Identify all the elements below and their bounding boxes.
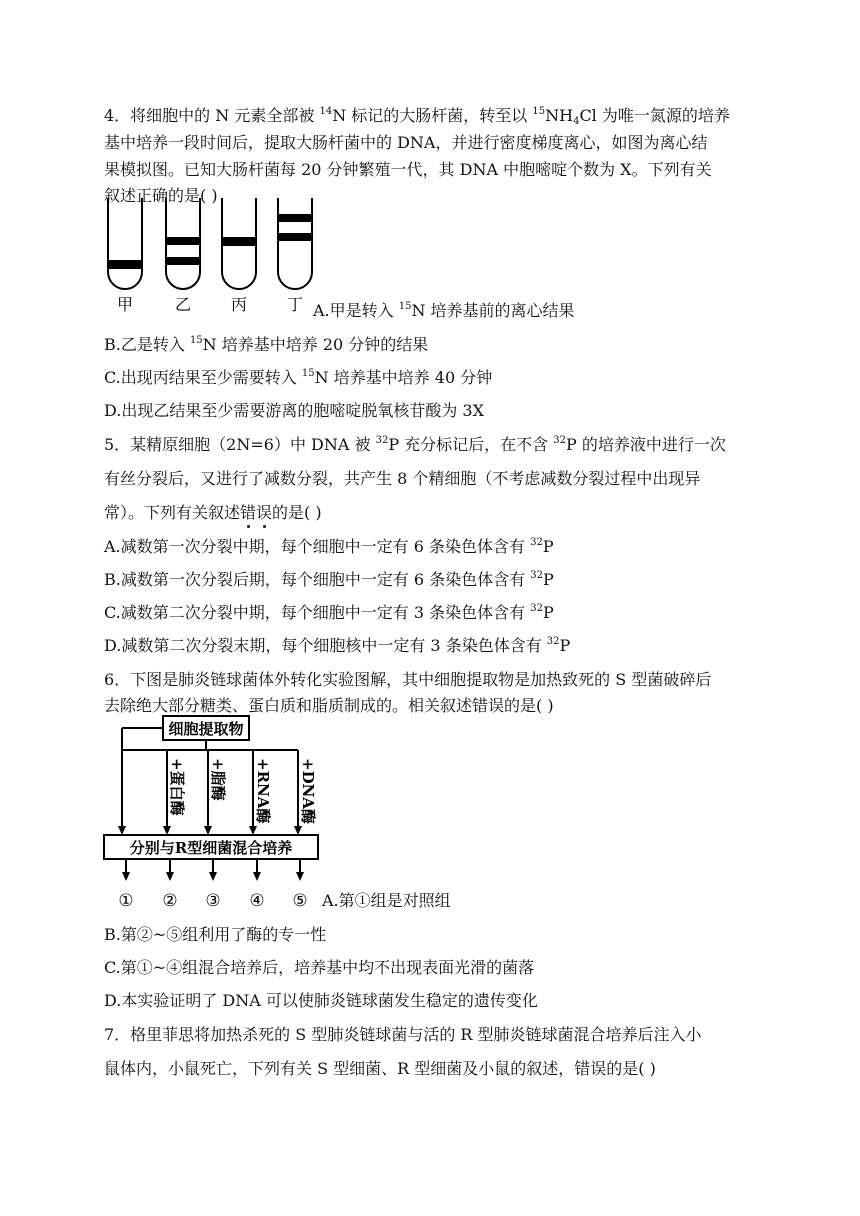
q5-stem-line-3: 常）。下列有关叙述错误的是( ) <box>104 503 322 522</box>
q4-stem-line-1: 4．将细胞中的 N 元素全部被 $^{14}$N 标记的大肠杆菌，转至以 $^{15}NH_4Cl$ 为唯一氮源的培养 <box>104 106 730 127</box>
tube-bing-band <box>222 237 256 246</box>
q5-option-a: A.减数第一次分裂中期，每个细胞中一定有 6 条染色体含有 $^{32}$P <box>104 537 554 556</box>
q4-stem-line-3: 果模拟图。已知大肠杆菌每 20 分钟繁殖一代，其 DNA 中胞嘧啶个数为 X。下列有关 <box>104 160 712 179</box>
group-number-4: ④ <box>249 891 265 911</box>
q6-stem-line-1: 6．下图是肺炎链球菌体外转化实验图解，其中细胞提取物是加热致死的 S 型菌破碎后 <box>104 670 712 689</box>
tube-yi-band-lower <box>166 257 200 265</box>
centrifuge-tubes-figure <box>100 194 320 316</box>
tube-yi-band-upper <box>166 237 200 245</box>
group-number-3: ③ <box>205 891 221 911</box>
lipase-label: +脂酶 <box>209 758 227 801</box>
tube-ding-band-lower <box>278 233 312 241</box>
q4-option-c: C.出现丙结果至少需要转入 $^{15}$N 培养基中培养 40 分钟 <box>104 368 493 387</box>
q7-stem-line-1: 7．格里菲思将加热杀死的 S 型肺炎链球菌与活的 R 型肺炎链球菌混合培养后注入小 <box>104 1025 702 1044</box>
mix-culture-label: 分别与R型细菌混合培养 <box>129 839 293 857</box>
emphasis-char: 错 <box>240 503 257 522</box>
q6-option-d: D.本实验证明了 DNA 可以使肺炎链球菌发生稳定的遗传变化 <box>104 991 538 1010</box>
dnase-label: +DNA酶 <box>299 758 317 824</box>
q5-stem-line-1: 5．某精原细胞（2N=6）中 DNA 被 $^{32}$P 充分标记后，在不含 $^{32}$P 的培养液中进行一次 <box>104 435 726 454</box>
q6-option-c: C.第①~④组混合培养后，培养基中均不出现表面光滑的菌落 <box>104 958 535 977</box>
q7-stem-line-2: 鼠体内，小鼠死亡，下列有关 S 型细菌、R 型细菌及小鼠的叙述，错误的是( ) <box>104 1059 656 1078</box>
rnase-label: +RNA酶 <box>254 758 272 824</box>
tube-label-jia: 甲 <box>116 295 134 314</box>
tube-jia-band <box>108 260 142 269</box>
q4-stem-line-2: 基中培养一段时间后，提取大肠杆菌中的 DNA，并进行密度梯度离心，如图为离心结 <box>104 133 708 152</box>
cell-extract-label: 细胞提取物 <box>168 720 244 738</box>
q6-option-b: B.第②~⑤组利用了酶的专一性 <box>104 925 327 944</box>
transformation-experiment-diagram <box>100 712 330 912</box>
q5-stem-line-2: 有丝分裂后，又进行了减数分裂，共产生 8 个精细胞（不考虑减数分裂过程中出现异 <box>104 469 701 488</box>
q4-option-b: B.乙是转入 $^{15}$N 培养基中培养 20 分钟的结果 <box>104 335 429 354</box>
q4-stem-line-4: 叙述正确的是( ) <box>104 186 218 205</box>
tube-label-yi: 乙 <box>174 295 192 314</box>
q5-option-b: B.减数第一次分裂后期，每个细胞中一定有 6 条染色体含有 $^{32}$P <box>104 570 554 589</box>
q5-option-c: C.减数第二次分裂中期，每个细胞中一定有 3 条染色体含有 $^{32}$P <box>104 603 554 622</box>
q4-option-a: A.甲是转入 $^{15}$N 培养基前的离心结果 <box>313 301 575 320</box>
tube-label-bing: 丙 <box>230 295 248 314</box>
group-number-1: ① <box>118 891 134 911</box>
tube-ding-band-upper <box>278 214 312 222</box>
group-number-2: ② <box>162 891 178 911</box>
tube-label-ding: 丁 <box>286 295 304 314</box>
protease-label: +蛋白酶 <box>168 758 186 816</box>
q4-option-d: D.出现乙结果至少需要游离的胞嘧啶脱氧核苷酸为 3X <box>104 401 485 420</box>
q6-stem-line-2: 去除绝大部分糖类、蛋白质和脂质制成的。相关叙述错误的是( ) <box>104 696 554 715</box>
group-number-5: ⑤ <box>292 891 308 911</box>
q5-option-d: D.减数第二次分裂末期，每个细胞核中一定有 3 条染色体含有 $^{32}$P <box>104 636 571 655</box>
emphasis-char: 误 <box>256 503 273 522</box>
q6-option-a: A.第①组是对照组 <box>322 891 451 910</box>
